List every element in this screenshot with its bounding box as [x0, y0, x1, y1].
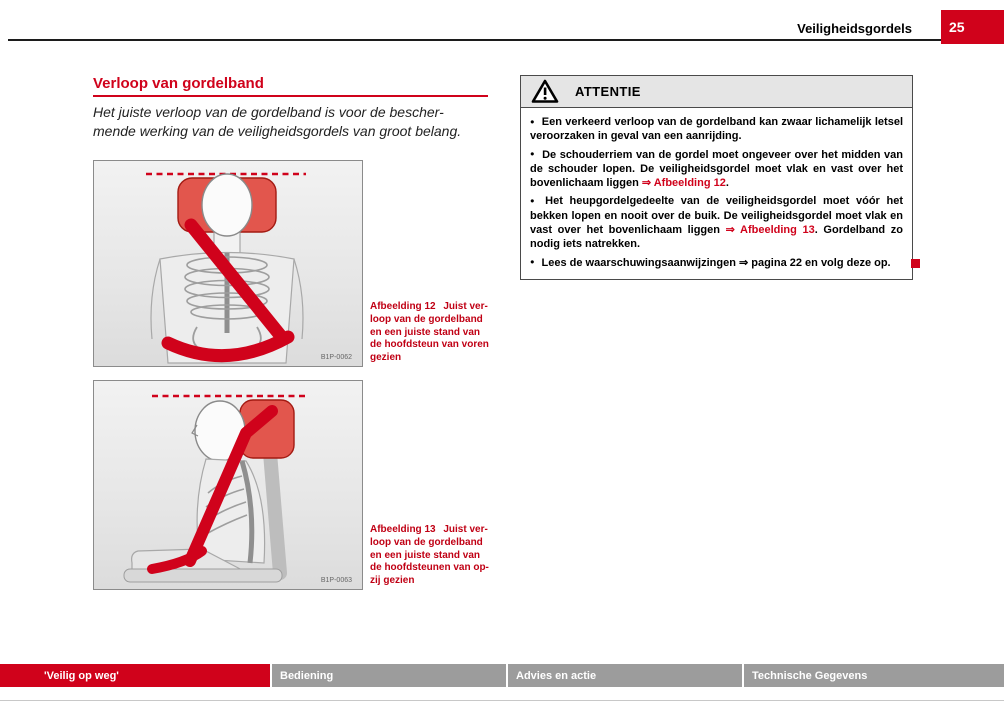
bullet-text: . Gordelband zo nodig iets natrekken.	[530, 224, 903, 251]
section-heading: Verloop van gordelband	[93, 75, 264, 92]
warning-title: ATTENTIE	[575, 84, 641, 99]
footer-tab-technische-gegevens[interactable]	[744, 664, 1004, 687]
warning-bullet	[530, 194, 903, 251]
bullet-dot: ●	[530, 195, 539, 205]
bullet-text: Lees de waarschuwingsaanwijzingen ⇒ pagina 22 en volg deze op.	[541, 256, 891, 269]
bullet-text: .	[725, 177, 729, 190]
head-shape	[202, 174, 252, 236]
page-number: 25	[949, 19, 965, 35]
page-number-box	[941, 10, 1004, 44]
figure-12-caption: Afbeelding 12 Juist ver- loop van de gordelband en een juiste stand van de hoofdsteun van voren gezien	[370, 301, 489, 364]
figure-12-code: B1P-0062	[320, 354, 352, 361]
page-bottom-rule	[0, 700, 1004, 701]
warning-box	[520, 75, 913, 280]
seat-backrest-shape	[270, 453, 280, 573]
warning-bullet-list	[521, 108, 912, 279]
warning-bullet	[530, 148, 903, 191]
header-rule	[8, 39, 1004, 41]
footer-tab-label: 'Veilig op weg'	[44, 669, 119, 682]
footer-nav	[0, 664, 1004, 687]
footer-tab-label: Bediening	[280, 669, 334, 682]
bullet-dot: ●	[530, 116, 535, 126]
warning-header	[521, 76, 912, 108]
warning-bullet	[530, 256, 903, 270]
belt-side-view-illustration	[94, 381, 362, 589]
warning-bullet	[530, 115, 903, 144]
footer-tab-label: Advies en actie	[516, 669, 597, 682]
warning-triangle-icon	[531, 79, 559, 104]
figure-13-code: B1P-0063	[320, 577, 352, 584]
footer-tab-advies-en-actie[interactable]	[508, 664, 742, 687]
bullet-text: Een verkeerd verloop van de gordelband kan zwaar lichamelijk letsel veroorzaken in geval van een aanrijding.	[530, 116, 903, 143]
figure-12-frame	[93, 160, 363, 367]
belt-front-view-illustration	[94, 161, 362, 366]
section-heading-rule	[93, 95, 488, 97]
footer-tab-bediening[interactable]	[272, 664, 506, 687]
page-header-title: Veiligheidsgordels	[797, 21, 912, 36]
cross-reference-link[interactable]: ⇒ Afbeelding 13	[725, 224, 815, 237]
bullet-text: De schouderriem van de gordel moet ongeveer over het midden van de schouder lopen. De veiligheidsgordel moet vlak en vast over het bovenlichaam liggen	[530, 148, 904, 190]
footer-tab-label: Technische Gegevens	[752, 669, 868, 682]
figure-13-caption: Afbeelding 13 Juist ver- loop van de gordelband en een juiste stand van de hoofdsteunen van op- zij gezien	[370, 524, 489, 587]
footer-tab-veilig-op-weg[interactable]	[0, 664, 270, 687]
figure-13-frame	[93, 380, 363, 590]
cross-reference-link[interactable]: ⇒ Afbeelding 12	[641, 177, 726, 190]
right-arm-line	[294, 259, 303, 339]
bullet-dot: ●	[530, 257, 535, 267]
bullet-text: Het heupgordelgedeelte van de veiligheidsgordel moet vóór het bekken lopen en nooit over de buik. De veiligheidsgordel moet vlak en vast over het bovenlichaam liggen	[530, 195, 903, 237]
section-end-marker	[911, 259, 920, 268]
intro-paragraph: Het juiste verloop van de gordelband is voor de bescher- mende werking van de veiligheidsgordels van groot belang.	[93, 104, 462, 140]
bullet-dot: ●	[530, 149, 536, 159]
left-arm-line	[151, 259, 160, 339]
